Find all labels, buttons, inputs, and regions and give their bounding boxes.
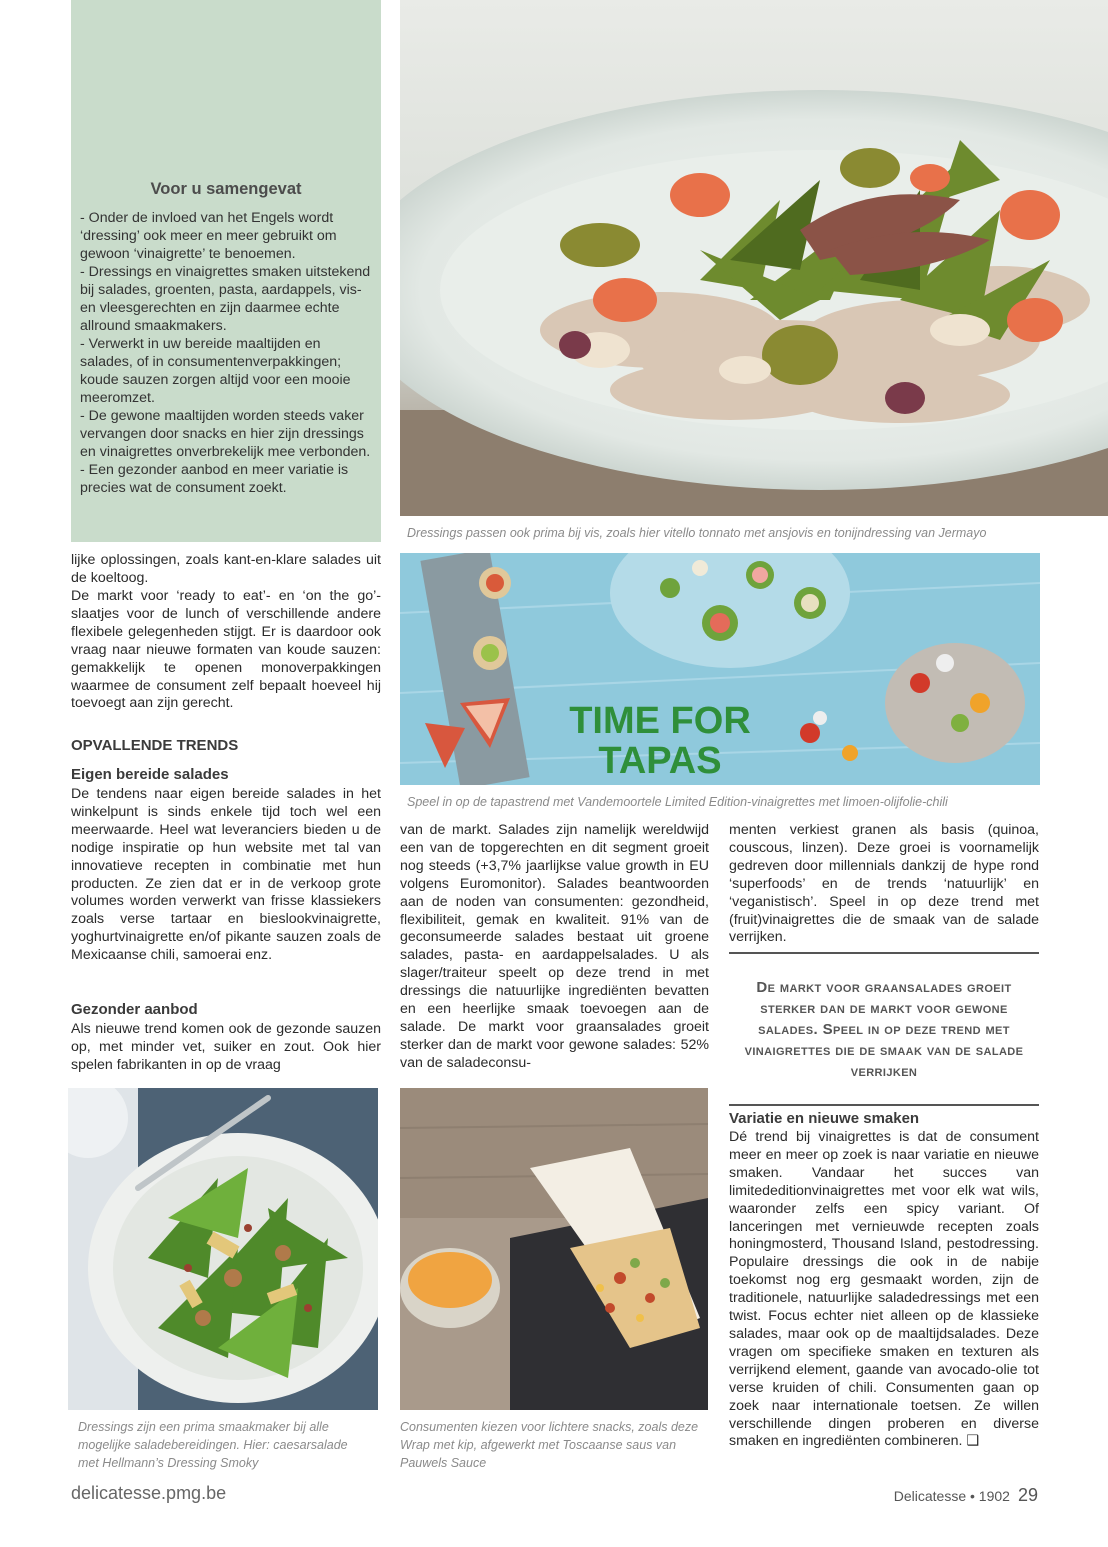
wrap-caption: Consumenten kiezen voor lichtere snacks, zoals deze Wrap met kip, afgewerkt met Toscaanse saus van Pauwels Sauce [400, 1420, 699, 1470]
footer-website: delicatesse.pmg.be [71, 1483, 227, 1503]
summary-item: - Dressings en vinaigrettes smaken uitstekend bij salades, groenten, pasta, aardappels, vis- en vleesgerechten en zijn daarmee echte allround smaakmakers. [80, 264, 371, 334]
footer-issue: Delicatesse • 1902 [893, 1488, 1010, 1504]
summary-item: - Onder de invloed van het Engels wordt ‘dressing’ ook meer en meer gebruikt om gewoon ‘vinaigrette’ te benoemen. [80, 210, 337, 262]
col3-paragraph: menten verkiest granen als basis (quinoa, couscous, linzen). Deze groei is voornamelijk gedreven door millennials dankzij de hype rond ‘superfoods’ en de trends ‘natuurlijk’ en ‘veganistisch’. Speel in op deze trend met (fruit)vinaigrettes die de smaak van de salade verrijken. [729, 822, 1039, 946]
trends-heading: OPVALLENDE TRENDS [71, 737, 239, 754]
summary-list [80, 209, 372, 497]
caesar-salad-photo [68, 1088, 378, 1410]
end-mark: ❑ [966, 1433, 980, 1450]
tapas-illustration [400, 553, 1040, 785]
summary-title: Voor u samengevat [150, 180, 302, 198]
col3-paragraph-3 [729, 1129, 1039, 1451]
caesar-caption: Dressings zijn een prima smaakmaker bij alle mogelijke saladebereidingen. Hier: caesarsalade met Hellmann’s Dressing Smoky [78, 1420, 348, 1470]
col2-paragraph: van de markt. Salades zijn namelijk wereldwijd een van de topgerechten en dit segment groeit nog steeds (+3,7% jaarlijkse value growth in EU volgens Euromonitor). Salades beantwoorden aan de noden van consumenten: gezondheid, flexibiliteit, gemak en kwaliteit. 91% van de geconsumeerde salades bestaat uit groene salades, pasta- en aardappelsalades. U als slager/traiteur speelt op deze trend in met dressings die natuurlijke ingrediënten bevatten en een heerlijke smaak toevoegen aan de salade. De markt voor graansalades groeit sterker dan de markt voor gewone salades: 52% van de saladeconsu- [400, 822, 709, 1071]
subheading-eigen-bereide: Eigen bereide salades [71, 766, 229, 783]
col1-paragraph-2: Als nieuwe trend komen ook de gezonde sauzen op, met minder vet, suiker en zout. Ook hier spelen fabrikanten in op de vraag [71, 1021, 381, 1073]
summary-item: - Verwerkt in uw bereide maaltijden en salades, of in consumentenverpakkingen; koude sauzen zorgen altijd voor een mooie meeromzet. [80, 336, 351, 406]
col3-paragraph-3-text: Dé trend bij vinaigrettes is dat de consument meer en meer op zoek is naar variatie en nieuwe smaken. Vandaar het succes van limitededitionvinaigrettes met voor elk wat wils, waaronder zelfs een spicy variant. Of lanceringen met vernieuwde recepten zoals honingmosterd, Thousand Island, pestodressing. Populaire dressings die ook in de nabije toekomst nog erg gesmaakt worden, zijn de traditionele, natuurlijke saladedressings met een twist. Focus echter niet alleen op de klassieke salades, maar ook op de maaltijdsalades. Deze vragen om specifieke smaken en texturen als verrijkend element, gaande van avocado-olie tot verse kruiden of chili. Consumenten gaan op zoek naar internationale toetsen. Ze willen verschillende dingen proberen en diverse smaken en ingrediënten combineren. [729, 1129, 1039, 1450]
col1-paragraph-1: De tendens naar eigen bereide salades in het winkelpunt is sinds enkele tijd toch wel een meerwaarde. Heel wat leveranciers bieden u de nodige inspiratie op hun website met tal van innovatieve recepten in combinatie met hun producten. Ze zien dat er in de verkoop grote volumes worden verwerkt van frisse klassiekers zoals verse tartaar en bieslookvinaigrette, yoghurtvinaigrette en/of pikante sauzen zoals de Mexicaanse chili, samoerai enz. [71, 786, 381, 964]
summary-item: - Een gezonder aanbod en meer variatie is precies wat de consument zoekt. [80, 462, 349, 496]
page-number: 29 [1017, 1485, 1038, 1505]
wrap-photo [400, 1088, 708, 1410]
vitello-tonnato-photo [400, 0, 1108, 516]
tapas-banner [400, 553, 1040, 785]
tapas-title-line1: TIME FOR [569, 700, 751, 742]
tapas-title-line2: TAPAS [598, 740, 722, 782]
col1-market-paragraph: De markt voor ‘ready to eat’- en ‘on the go’-slaatjes voor de lunch of verschillende andere flexibele gelegenheden stijgt. Er is daardoor ook vraag naar nieuwe formaten van koude sauzen: gemakkelijk te openen monoverpakkingen waarmee de consument zelf bepaalt hoeveel hij toevoegt aan zijn gerecht. [71, 588, 381, 712]
col1-intro: lijke oplossingen, zoals kant-en-klare salades uit de koeltoog. [71, 552, 381, 586]
subheading-variatie: Variatie en nieuwe smaken [729, 1110, 920, 1127]
pull-quote [729, 952, 1039, 1106]
vitello-caption: Dressings passen ook prima bij vis, zoals hier vitello tonnato met ansjovis en tonijndressing van Jermayo [407, 526, 987, 540]
summary-item: - De gewone maaltijden worden steeds vaker vervangen door snacks en hier zijn dressings en vinaigrettes onverbrekelijk mee verbonden. [80, 408, 371, 460]
footer-magazine [894, 1485, 1038, 1506]
pull-quote-text: De markt voor graansalades groeit sterker dan de markt voor gewone salades. Speel in op deze trend met vinaigrettes die de smaak van de salade verrijken [744, 978, 1024, 1080]
tapas-caption: Speel in op de tapastrend met Vandemoortele Limited Edition-vinaigrettes met limoen-olijfolie-chili [407, 795, 948, 809]
subheading-gezonder: Gezonder aanbod [71, 1001, 198, 1018]
